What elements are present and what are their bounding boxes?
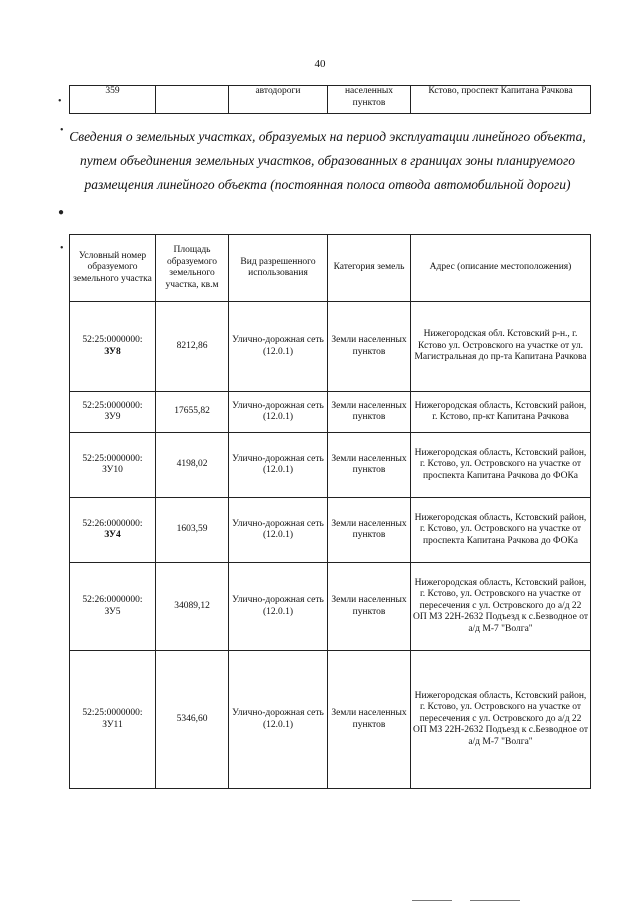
scan-line [412, 900, 452, 901]
plot-id: ЗУ4 [104, 530, 121, 540]
plot-id: ЗУ9 [104, 412, 121, 422]
header-address: Адрес (описание местоположения) [411, 235, 591, 302]
category-cell: Земли населенных пунктов [328, 498, 411, 563]
header-area: Площадь образуемого земельного участка, кв.м [156, 235, 229, 302]
address-cell: Нижегородская область, Кстовский район, г. Кстово, ул. Островского на участке от пересечения с ул. Островского до а/д 22 ОП МЗ 22Н-2632 Подъезд к с.Безводное от а/д М-7 "Волга" [411, 651, 591, 789]
table-row [70, 433, 591, 498]
use-cell: Улично-дорожная сеть (12.0.1) [229, 302, 328, 392]
plot-number-cell [70, 651, 156, 789]
table-row [70, 563, 591, 651]
plot-id: ЗУ11 [102, 719, 123, 730]
header-category: Категория земель [328, 235, 411, 302]
cadastral-code: 52:25:0000000: [82, 453, 143, 464]
plot-id: ЗУ5 [104, 606, 121, 617]
address-cell: Нижегородская область, Кстовский район, г. Кстово, пр-кт Капитана Рачкова [411, 392, 591, 433]
plot-number-cell [70, 563, 156, 651]
table-row [70, 651, 591, 789]
area-cell: 4198,02 [156, 433, 229, 498]
scan-mark: • [60, 125, 64, 136]
plot-id: ЗУ10 [102, 465, 123, 475]
plot-number-cell [70, 498, 156, 563]
plot-number-cell [70, 433, 156, 498]
plot-number-cell [70, 302, 156, 392]
area-cell: 8212,86 [156, 302, 229, 392]
category-cell: Земли населенных пунктов [328, 302, 411, 392]
section-heading: Сведения о земельных участках, образуемых на период эксплуатации линейного объекта, путем объединения земельных участков, образованных в границах зоны планируемого размещения линейного объекта (постоянная полоса отвода автомобильной дороги) [69, 129, 586, 192]
plot-id: ЗУ8 [104, 346, 121, 357]
table-row [70, 302, 591, 392]
use-cell: Улично-дорожная сеть (12.0.1) [229, 392, 328, 433]
area-cell: 1603,59 [156, 498, 229, 563]
category-cell: Земли населенных пунктов [328, 392, 411, 433]
scan-line [470, 900, 520, 901]
use-cell: Улично-дорожная сеть (12.0.1) [229, 563, 328, 651]
category-cell: населенных пунктов [328, 86, 411, 114]
plot-number-cell [70, 392, 156, 433]
address-cell: Кстово, проспект Капитана Рачкова [411, 86, 591, 114]
use-cell: Улично-дорожная сеть (12.0.1) [229, 651, 328, 789]
table-row [70, 392, 591, 433]
area-cell: 5346,60 [156, 651, 229, 789]
table-row [70, 86, 591, 114]
land-plots-table [69, 234, 591, 789]
address-cell: Нижегородская область, Кстовский район, г. Кстово, ул. Островского на участке от пересечения с ул. Островского до а/д 22 ОП МЗ 22Н-2632 Подъезд к с.Безводное от а/д М-7 "Волга" [411, 563, 591, 651]
use-cell: автодороги [229, 86, 328, 114]
table-header-row [70, 235, 591, 302]
cadastral-code: 52:25:0000000: [82, 400, 143, 411]
previous-table-continuation [69, 85, 591, 114]
scan-mark: • [60, 243, 64, 254]
cadastral-code: 52:26:0000000: [82, 518, 143, 529]
table-row [70, 498, 591, 563]
empty-cell [156, 86, 229, 114]
header-use: Вид разрешенного использования [229, 235, 328, 302]
use-cell: Улично-дорожная сеть (12.0.1) [229, 498, 328, 563]
address-cell: Нижегородская область, Кстовский район, г. Кстово, ул. Островского на участке от проспекта Капитана Рачкова до ФОКа [411, 433, 591, 498]
header-plot-number: Условный номер образуемого земельного участка [70, 235, 156, 302]
address-cell: Нижегородская обл. Кстовский р-н., г. Кстово ул. Островского на участке от ул. Магистральная до пр-та Капитана Рачкова [411, 302, 591, 392]
cadastral-code: 52:25:0000000: [82, 335, 143, 345]
scan-mark: ● [58, 207, 65, 218]
category-cell: Земли населенных пунктов [328, 563, 411, 651]
area-cell: 34089,12 [156, 563, 229, 651]
cadastral-code: 52:26:0000000: [82, 595, 143, 605]
category-cell: Земли населенных пунктов [328, 433, 411, 498]
scan-mark: • [58, 96, 62, 107]
use-cell: Улично-дорожная сеть (12.0.1) [229, 433, 328, 498]
page-number: 40 [314, 58, 326, 70]
category-cell: Земли населенных пунктов [328, 651, 411, 789]
area-cell: 17655,82 [156, 392, 229, 433]
row-number: 359 [70, 86, 156, 114]
address-cell: Нижегородская область, Кстовский район, г. Кстово, ул. Островского на участке от проспекта Капитана Рачкова до ФОКа [411, 498, 591, 563]
cadastral-code: 52:25:0000000: [82, 708, 143, 718]
